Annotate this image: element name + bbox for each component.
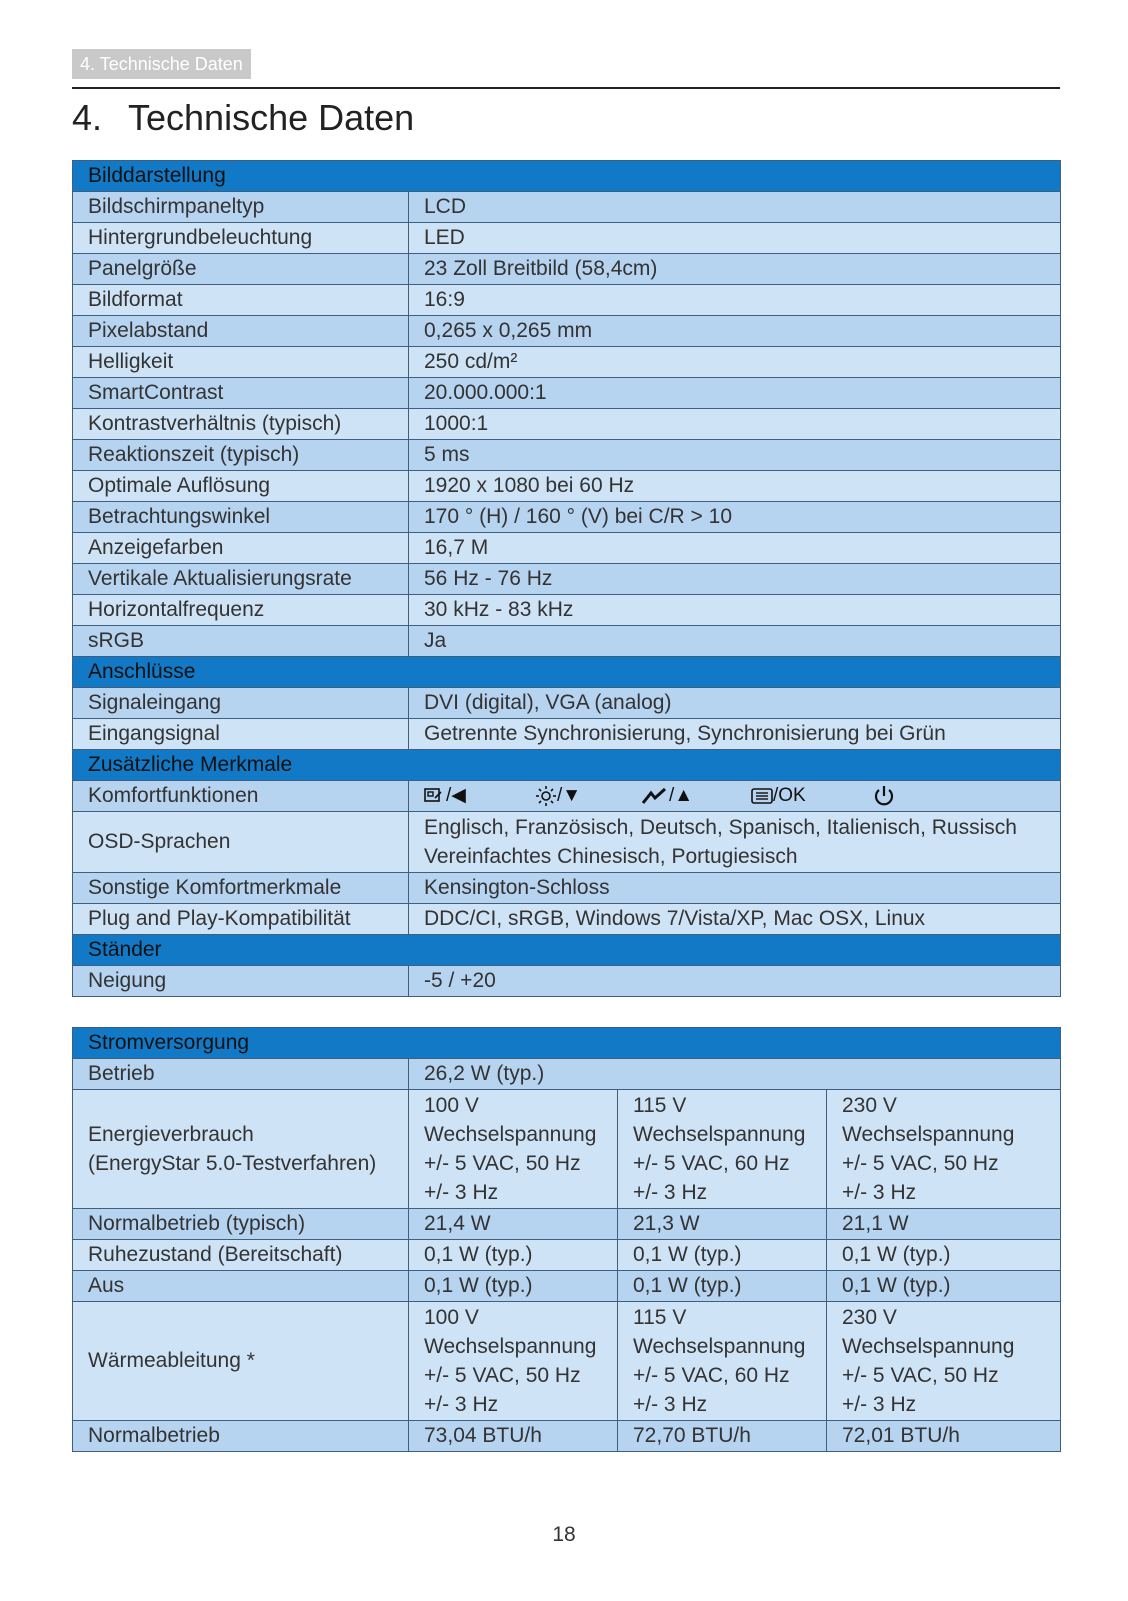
spec-value: Kensington-Schloss xyxy=(409,873,1061,904)
spec-value: 250 cd/m² xyxy=(409,347,1061,378)
spec-label: Vertikale Aktualisierungsrate xyxy=(73,564,409,595)
comfort-icons-cell xyxy=(409,781,1061,812)
spec-value: 30 kHz - 83 kHz xyxy=(409,595,1061,626)
spec-label: Plug and Play-Kompatibilität xyxy=(73,904,409,935)
power-row xyxy=(73,1240,1061,1271)
spec-row xyxy=(73,440,1061,471)
spec-label: Hintergrundbeleuchtung xyxy=(73,223,409,254)
voltage-line: Wechselspannung xyxy=(633,1335,806,1358)
spec-row xyxy=(73,409,1061,440)
voltage-line: Wechselspannung xyxy=(842,1123,1015,1146)
spec-label: Signaleingang xyxy=(73,688,409,719)
spec-label: Pixelabstand xyxy=(73,316,409,347)
energy-label-sub: (EnergyStar 5.0-Testverfahren) xyxy=(88,1152,377,1175)
power-row xyxy=(73,1059,1061,1090)
spec-label: Normalbetrieb xyxy=(73,1421,409,1452)
voltage-condition xyxy=(827,1090,1061,1209)
power-value: 0,1 W (typ.) xyxy=(409,1271,618,1302)
voltage-line: Wechselspannung xyxy=(424,1335,597,1358)
header-tag: 4. Technische Daten xyxy=(72,49,251,79)
voltage-line: +/- 3 Hz xyxy=(842,1181,917,1204)
spec-label: Horizontalfrequenz xyxy=(73,595,409,626)
power-value: 0,1 W (typ.) xyxy=(618,1240,827,1271)
comfort-icons xyxy=(424,782,1046,810)
voltage-condition xyxy=(409,1090,618,1209)
spec-value: Englisch, Französisch, Deutsch, Spanisch, Italienisch, Russisch Vereinfachtes Chinesisch, Portugiesisch xyxy=(409,812,1061,873)
spec-label: Betrieb xyxy=(73,1059,409,1090)
voltage-line: +/- 3 Hz xyxy=(633,1393,708,1416)
spec-label: Normalbetrieb (typisch) xyxy=(73,1209,409,1240)
power-value: 21,3 W xyxy=(618,1209,827,1240)
spec-value: LED xyxy=(409,223,1061,254)
spec-label: Anzeigefarben xyxy=(73,533,409,564)
spec-value: Ja xyxy=(409,626,1061,657)
spec-label: Aus xyxy=(73,1271,409,1302)
spec-value: 20.000.000:1 xyxy=(409,378,1061,409)
spec-table xyxy=(72,160,1061,997)
spec-value: 16:9 xyxy=(409,285,1061,316)
voltage-line: +/- 3 Hz xyxy=(424,1181,499,1204)
power-value: 0,1 W (typ.) xyxy=(618,1271,827,1302)
brightness-down-icon xyxy=(535,782,641,810)
spec-value: Getrennte Synchronisierung, Synchronisierung bei Grün xyxy=(409,719,1061,750)
spec-row xyxy=(73,502,1061,533)
menu-ok-icon xyxy=(751,782,872,810)
header-rule xyxy=(72,87,1060,89)
voltage-line: +/- 5 VAC, 60 Hz xyxy=(633,1152,790,1175)
voltage-line: +/- 5 VAC, 50 Hz xyxy=(424,1152,581,1175)
power-row xyxy=(73,1209,1061,1240)
voltage-line: 115 V xyxy=(633,1094,687,1117)
power-value: 21,4 W xyxy=(409,1209,618,1240)
voltage-line: +/- 3 Hz xyxy=(842,1393,917,1416)
page-number: 18 xyxy=(552,1523,576,1546)
spec-value: 0,265 x 0,265 mm xyxy=(409,316,1061,347)
voltage-line: +/- 3 Hz xyxy=(633,1181,708,1204)
voltage-line: +/- 5 VAC, 50 Hz xyxy=(842,1364,999,1387)
spec-row xyxy=(73,688,1061,719)
spec-value: 1920 x 1080 bei 60 Hz xyxy=(409,471,1061,502)
voltage-line: Wechselspannung xyxy=(842,1335,1015,1358)
power-row xyxy=(73,1421,1061,1452)
voltage-condition xyxy=(409,1302,618,1421)
spec-value: 1000:1 xyxy=(409,409,1061,440)
spec-label: SmartContrast xyxy=(73,378,409,409)
power-value: 0,1 W (typ.) xyxy=(827,1240,1061,1271)
spec-value: 170 ° (H) / 160 ° (V) bei C/R > 10 xyxy=(409,502,1061,533)
spec-label: Kontrastverhältnis (typisch) xyxy=(73,409,409,440)
section-number: 4. xyxy=(72,97,103,138)
spec-label: Sonstige Komfortmerkmale xyxy=(73,873,409,904)
spec-label: sRGB xyxy=(73,626,409,657)
voltage-line: 230 V xyxy=(842,1306,897,1329)
power-value: 0,1 W (typ.) xyxy=(827,1271,1061,1302)
spec-row xyxy=(73,285,1061,316)
spec-value: LCD xyxy=(409,192,1061,223)
comfort-icon-label: /◀ xyxy=(446,785,466,806)
spec-label: Wärmeableitung * xyxy=(73,1302,409,1421)
spec-label: Bildformat xyxy=(73,285,409,316)
section-header: Zusätzliche Merkmale xyxy=(73,750,1061,781)
spec-value: DVI (digital), VGA (analog) xyxy=(409,688,1061,719)
voltage-condition xyxy=(618,1302,827,1421)
voltage-line: 100 V xyxy=(424,1306,479,1329)
spec-value: 5 ms xyxy=(409,440,1061,471)
smartimage-up-icon xyxy=(641,782,751,810)
power-row xyxy=(73,1302,1061,1421)
power-value: 72,70 BTU/h xyxy=(618,1421,827,1452)
section-header: Bilddarstellung xyxy=(73,161,1061,192)
spec-label: OSD-Sprachen xyxy=(73,812,409,873)
voltage-line: +/- 5 VAC, 50 Hz xyxy=(424,1364,581,1387)
spec-row xyxy=(73,904,1061,935)
spec-row xyxy=(73,192,1061,223)
power-row xyxy=(73,1028,1061,1059)
energy-label: Energieverbrauch xyxy=(88,1123,254,1146)
spec-row xyxy=(73,471,1061,502)
spec-label: Eingangsignal xyxy=(73,719,409,750)
spec-row xyxy=(73,781,1061,812)
spec-label: Panelgröße xyxy=(73,254,409,285)
power-value: 0,1 W (typ.) xyxy=(409,1240,618,1271)
spec-row xyxy=(73,812,1061,873)
spec-value: 56 Hz - 76 Hz xyxy=(409,564,1061,595)
input-left-icon xyxy=(424,782,535,810)
section-header: Anschlüsse xyxy=(73,657,1061,688)
spec-row xyxy=(73,533,1061,564)
voltage-condition xyxy=(827,1302,1061,1421)
spec-value: -5 / +20 xyxy=(409,966,1061,997)
power-row xyxy=(73,1271,1061,1302)
spec-label: Helligkeit xyxy=(73,347,409,378)
spec-value: DDC/CI, sRGB, Windows 7/Vista/XP, Mac OSX, Linux xyxy=(409,904,1061,935)
section-header-row xyxy=(73,750,1061,781)
comfort-icon-label: /OK xyxy=(773,785,806,806)
spec-label: Neigung xyxy=(73,966,409,997)
spec-label xyxy=(73,1090,409,1209)
spec-row xyxy=(73,223,1061,254)
power-value: 73,04 BTU/h xyxy=(409,1421,618,1452)
section-header-row xyxy=(73,657,1061,688)
spec-value: 26,2 W (typ.) xyxy=(409,1059,1061,1090)
spec-row xyxy=(73,316,1061,347)
spec-label: Optimale Auflösung xyxy=(73,471,409,502)
voltage-line: +/- 3 Hz xyxy=(424,1393,499,1416)
spec-row xyxy=(73,564,1061,595)
spec-value: 16,7 M xyxy=(409,533,1061,564)
voltage-line: 115 V xyxy=(633,1306,687,1329)
comfort-icon-label: /▼ xyxy=(557,785,582,806)
spec-label: Komfortfunktionen xyxy=(73,781,409,812)
voltage-line: Wechselspannung xyxy=(633,1123,806,1146)
spec-label: Reaktionszeit (typisch) xyxy=(73,440,409,471)
spec-row xyxy=(73,378,1061,409)
section-header-row xyxy=(73,161,1061,192)
voltage-line: +/- 5 VAC, 50 Hz xyxy=(842,1152,999,1175)
voltage-condition xyxy=(618,1090,827,1209)
voltage-line: 230 V xyxy=(842,1094,897,1117)
power-row xyxy=(73,1090,1061,1209)
page-title xyxy=(72,96,414,140)
power-value: 21,1 W xyxy=(827,1209,1061,1240)
spec-row xyxy=(73,626,1061,657)
spec-value: 23 Zoll Breitbild (58,4cm) xyxy=(409,254,1061,285)
spec-label: Ruhezustand (Bereitschaft) xyxy=(73,1240,409,1271)
spec-row xyxy=(73,966,1061,997)
voltage-line: +/- 5 VAC, 60 Hz xyxy=(633,1364,790,1387)
comfort-icon-label: /▲ xyxy=(669,785,694,806)
spec-row xyxy=(73,595,1061,626)
power-icon xyxy=(872,784,912,808)
voltage-line: 100 V xyxy=(424,1094,479,1117)
spec-row xyxy=(73,254,1061,285)
voltage-line: Wechselspannung xyxy=(424,1123,597,1146)
spec-row xyxy=(73,347,1061,378)
power-table xyxy=(72,1027,1061,1452)
section-header-row xyxy=(73,935,1061,966)
spec-label: Betrachtungswinkel xyxy=(73,502,409,533)
power-value: 72,01 BTU/h xyxy=(827,1421,1061,1452)
spec-label: Bildschirmpaneltyp xyxy=(73,192,409,223)
section-title: Technische Daten xyxy=(128,97,415,138)
spec-row xyxy=(73,873,1061,904)
section-header: Stromversorgung xyxy=(73,1028,1061,1059)
spec-row xyxy=(73,719,1061,750)
section-header: Ständer xyxy=(73,935,1061,966)
